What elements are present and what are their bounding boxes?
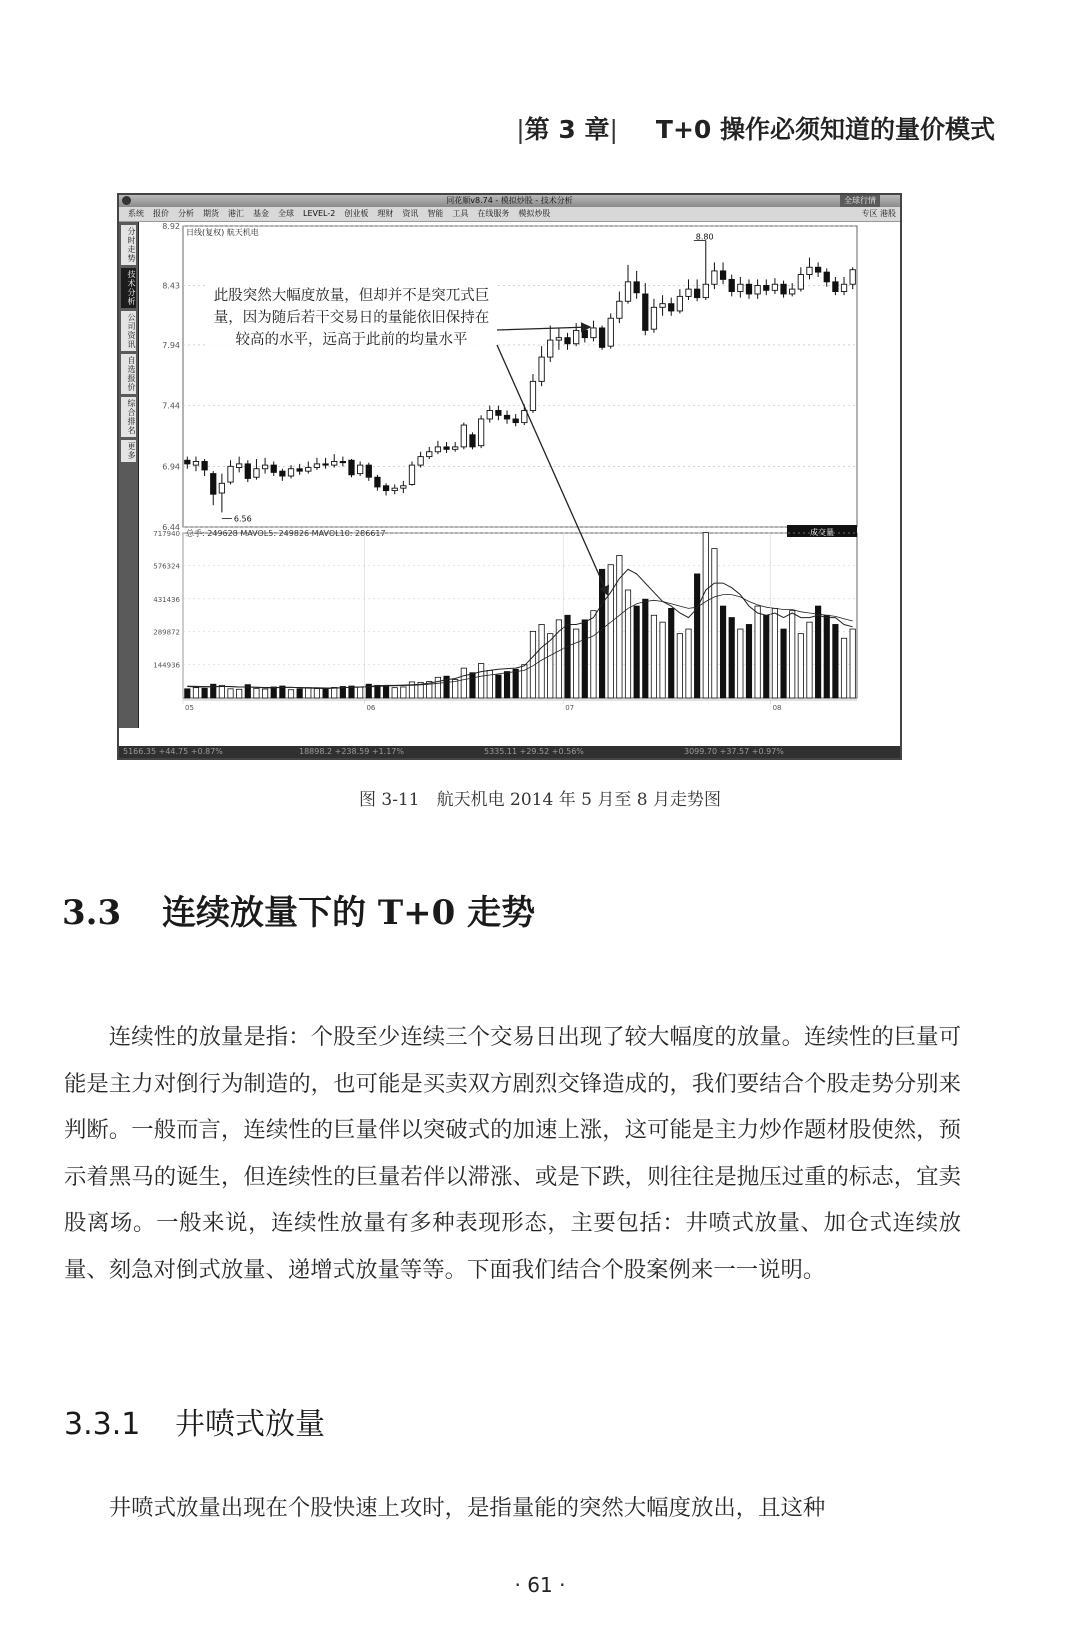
candle-up <box>772 284 777 290</box>
candle-down <box>720 271 725 279</box>
x-tick-label: 06 <box>366 704 376 712</box>
volume-bar-down <box>565 615 570 698</box>
stock-chart-figure <box>117 193 902 760</box>
page-number: · 61 · <box>514 1573 566 1597</box>
volume-bar-down <box>729 618 734 698</box>
candle-down <box>366 465 371 477</box>
price-tick-label: 6.44 <box>162 523 180 532</box>
candle-down <box>565 338 570 344</box>
volume-bar-up <box>461 668 466 698</box>
app-window-title: 同花顺v8.74 - 模拟炒股 - 技术分析 <box>446 196 573 205</box>
candle-down <box>375 477 380 487</box>
candle-up <box>738 284 743 291</box>
volume-bar-up <box>651 615 656 698</box>
menu-item[interactable]: 模拟炒股 <box>518 209 551 218</box>
status-index: 3099.70 +37.57 +0.97% <box>684 747 784 756</box>
candle-down <box>634 282 639 293</box>
volume-bar-up <box>262 689 267 698</box>
candle-up <box>591 328 596 338</box>
volume-bar-up <box>193 688 198 698</box>
menu-item[interactable]: 全球 <box>278 209 294 218</box>
running-header: |第 3 章| T+0 操作必须知道的量价模式 <box>516 115 995 144</box>
candle-up <box>401 486 406 488</box>
candle-down <box>496 410 501 415</box>
menu-right-items: 专区 港股 <box>861 209 896 218</box>
candle-up <box>392 488 397 490</box>
menu-item[interactable]: 智能 <box>427 209 444 218</box>
candle-up <box>660 304 665 308</box>
volume-bar-up <box>478 664 483 698</box>
candle-down <box>824 272 829 282</box>
volume-bar-down <box>582 620 587 698</box>
candle-up <box>686 289 691 296</box>
volume-bar-down <box>470 673 475 698</box>
subsection-heading <box>64 1399 325 1443</box>
price-tick-label: 7.94 <box>162 340 180 350</box>
x-tick-label: 08 <box>772 704 782 712</box>
candle-up <box>625 282 630 301</box>
volume-tick-label: 144936 <box>153 661 180 670</box>
volume-bar-up <box>401 687 406 698</box>
price-tick-label: 8.92 <box>162 222 180 231</box>
candle-down <box>729 279 734 291</box>
high-price-label: 8.80 <box>695 232 714 242</box>
candle-up <box>608 318 613 346</box>
volume-bar-down <box>694 574 699 698</box>
candle-down <box>202 461 207 469</box>
volume-bar-down <box>643 599 648 698</box>
volume-bar-up <box>841 638 846 698</box>
menu-item[interactable]: 理财 <box>377 209 394 218</box>
app-statusbar <box>119 746 900 758</box>
body-paragraph: 连续性的放量是指：个股至少连续三个交易日出现了较大幅度的放量。连续性的巨量可能是主力对倒行为制造的，也可能是买卖双方剧烈交锋造成的，我们要结合个股走势分别来判断。一般而言，连续性的巨量伴以突破式的加速上涨，这可能是主力炒作题材股使然，预示着黑马的诞生，但连续性的巨量若伴以滞涨、或是下跌，则往往是抛压过重的标志，宜卖股离场。一般来说，连续性放量有多种表现形态，主要包括：井喷式放量、加仓式连续放量、刻急对倒式放量、递增式放量等等。下面我们结合个股案例来一一说明。 <box>64 1024 961 1283</box>
chapter-label: 第 3 章 <box>524 115 610 144</box>
volume-bar-up <box>660 622 665 698</box>
volume-bar-up <box>703 533 708 698</box>
volume-bar-up <box>332 687 337 698</box>
volume-bar-up <box>573 629 578 698</box>
menu-item[interactable]: LEVEL-2 <box>303 209 336 218</box>
volume-bar-up <box>850 629 855 698</box>
volume-bar-up <box>686 629 691 698</box>
candle-down <box>694 289 699 297</box>
menu-item[interactable]: 创业板 <box>344 209 369 218</box>
volume-bar-down <box>185 689 190 698</box>
candle-up <box>478 419 483 446</box>
candle-down <box>280 471 285 476</box>
candle-up <box>487 410 492 418</box>
volume-bar-up <box>219 685 224 698</box>
menu-item[interactable]: 系统 <box>128 209 144 218</box>
candle-down <box>185 460 190 464</box>
candle-down <box>245 464 250 479</box>
volume-label: 成交量 <box>810 528 834 537</box>
x-tick-label: 05 <box>185 704 194 712</box>
body-paragraph-2: 井喷式放量出现在个股快速上攻时，是指量能的突然大幅度放出，且这种 <box>108 1495 826 1521</box>
volume-bar-up <box>236 689 241 698</box>
volume-bar-up <box>435 677 440 698</box>
volume-bar-up <box>772 608 777 698</box>
chapter-title: T+0 操作必须知道的量价模式 <box>655 115 995 144</box>
volume-bar-up <box>357 687 362 698</box>
candle-up <box>712 271 717 284</box>
volume-bar-up <box>677 634 682 698</box>
volume-bar-down <box>833 624 838 698</box>
chart-title: 日线(复权) 航天机电 <box>186 228 259 237</box>
sidebar-tab[interactable]: 综合排名 <box>121 397 136 437</box>
candle-down <box>323 464 328 465</box>
candle-up <box>219 483 224 493</box>
candle-down <box>599 328 604 347</box>
candle-up <box>228 466 233 482</box>
volume-bar-down <box>720 606 725 698</box>
volume-tick-label: 289872 <box>153 628 180 637</box>
candle-up <box>850 270 855 285</box>
volume-bar-up <box>790 611 795 698</box>
candle-up <box>573 330 578 343</box>
volume-bar-up <box>288 690 293 698</box>
candle-up <box>703 284 708 297</box>
volume-bar-down <box>669 608 674 698</box>
sidebar-tab[interactable]: 更多 <box>121 440 136 462</box>
subsection-title: 井喷式放量 <box>175 1407 325 1442</box>
volume-bar-up <box>738 629 743 698</box>
candle-up <box>193 461 198 465</box>
volume-title: 总手: 249628 MAVOL5: 249826 MAVOL10: 286617 <box>186 529 386 538</box>
chart-annotation: 此股突然大幅度放量，但却并不是突兀式巨量，因为随后若干交易日的量能依旧保持在较高的水平，远高于此前的均量水平 <box>208 285 495 351</box>
candle-up <box>453 447 458 449</box>
subsection-number: 3.3.1 <box>64 1407 141 1442</box>
candle-up <box>236 464 241 468</box>
volume-bar-up <box>453 680 458 698</box>
status-index: 18898.2 +238.59 +1.17% <box>299 747 404 756</box>
volume-bar-down <box>504 672 509 698</box>
candle-down <box>297 469 302 471</box>
volume-bar-down <box>513 669 518 698</box>
candle-down <box>349 460 354 475</box>
candle-up <box>530 381 535 410</box>
section-heading <box>62 885 535 934</box>
candle-up <box>556 338 561 340</box>
volume-bar-up <box>807 622 812 698</box>
menu-item[interactable]: 分析 <box>178 209 194 218</box>
volume-bar-up <box>712 549 717 698</box>
candle-up <box>409 465 414 484</box>
app-titlebar-right: 全球行情 <box>840 195 880 207</box>
app-sidebar <box>119 222 139 728</box>
volume-bar-up <box>314 689 319 698</box>
status-index: 5166.35 +44.75 +0.87% <box>123 747 223 756</box>
candle-down <box>470 435 475 447</box>
candle-up <box>651 307 656 329</box>
candle-down <box>513 419 518 423</box>
sidebar-tab[interactable]: 自选报价 <box>121 354 136 394</box>
volume-tick-label: 431436 <box>153 595 180 604</box>
app-logo-icon <box>122 196 131 205</box>
app-menubar <box>119 207 900 222</box>
volume-bar-down <box>323 688 328 698</box>
menu-item[interactable]: 工具 <box>452 209 469 218</box>
volume-bar-down <box>202 688 207 698</box>
volume-bar-down <box>383 687 388 698</box>
volume-bar-down <box>599 569 604 698</box>
menu-item[interactable]: 港汇 <box>228 209 244 218</box>
candle-up <box>254 469 259 477</box>
menu-item[interactable]: 期货 <box>203 209 219 218</box>
volume-bar-down <box>815 606 820 698</box>
volume-bar-up <box>306 688 311 698</box>
candle-up <box>790 289 795 294</box>
volume-bar-up <box>254 688 259 698</box>
volume-bar-down <box>297 689 302 698</box>
candle-down <box>781 284 786 294</box>
candle-down <box>815 267 820 272</box>
candle-up <box>314 464 319 468</box>
volume-bar-down <box>496 675 501 698</box>
candle-up <box>262 465 267 469</box>
volume-bar-down <box>271 687 276 698</box>
candle-up <box>677 296 682 311</box>
candle-up <box>539 357 544 381</box>
sidebar-tab[interactable]: 技术分析 <box>121 268 136 308</box>
candle-down <box>340 461 345 462</box>
sidebar-tab[interactable]: 公司资讯 <box>121 311 136 351</box>
volume-bar-down <box>781 629 786 698</box>
price-tick-label: 6.94 <box>162 462 180 472</box>
candle-down <box>444 447 449 449</box>
candle-up <box>418 457 423 465</box>
volume-bar-up <box>625 590 630 698</box>
menu-item[interactable]: 报价 <box>153 209 169 218</box>
volume-bar-up <box>591 611 596 698</box>
volume-bar-down <box>634 606 639 698</box>
candle-up <box>798 275 803 290</box>
candle-up <box>841 284 846 291</box>
volume-bar-up <box>228 689 233 698</box>
x-tick-label: 07 <box>565 704 575 712</box>
candle-up <box>617 301 622 318</box>
volume-bar-up <box>755 606 760 698</box>
candle-up <box>435 447 440 452</box>
candle-up <box>288 469 293 476</box>
candle-down <box>746 284 751 294</box>
low-price-label: 6.56 <box>233 514 252 524</box>
volume-bar-up <box>798 634 803 698</box>
candle-down <box>643 294 648 330</box>
candle-down <box>833 282 838 292</box>
menu-item[interactable]: 资讯 <box>402 209 419 218</box>
candle-down <box>383 486 388 491</box>
candle-up <box>755 285 760 293</box>
candle-down <box>669 304 674 311</box>
candle-up <box>548 340 553 357</box>
volume-bar-down <box>764 615 769 698</box>
section-number: 3.3 <box>62 893 122 933</box>
price-tick-label: 8.43 <box>162 281 180 291</box>
candle-down <box>582 330 587 337</box>
candle-up <box>461 425 466 447</box>
price-tick-label: 7.44 <box>162 401 180 411</box>
volume-bar-down <box>824 615 829 698</box>
candle-up <box>807 267 812 274</box>
volume-bar-up <box>548 634 553 698</box>
figure-caption: 图 3-11 航天机电 2014 年 5 月至 8 月走势图 <box>359 790 721 810</box>
volume-tick-label: 717940 <box>153 530 180 538</box>
volume-bar-down <box>375 685 380 698</box>
sidebar-tab[interactable]: 分时走势 <box>121 225 136 265</box>
volume-bar-down <box>746 624 751 698</box>
candle-down <box>211 474 216 495</box>
menu-item[interactable]: 在线服务 <box>477 209 510 218</box>
candle-down <box>504 415 509 419</box>
candle-up <box>306 468 311 472</box>
volume-bar-up <box>392 688 397 698</box>
candle-up <box>332 461 337 465</box>
status-index: 5335.11 +29.52 +0.56% <box>484 747 584 756</box>
candle-down <box>271 465 276 472</box>
section-title: 连续放量下的 T+0 走势 <box>162 893 536 933</box>
volume-bar-up <box>608 565 613 698</box>
volume-tick-label: 576324 <box>153 562 180 571</box>
candle-up <box>357 465 362 473</box>
app-titlebar <box>119 195 900 207</box>
candle-up <box>427 452 432 457</box>
menu-item[interactable]: 基金 <box>253 209 269 218</box>
candle-down <box>764 285 769 290</box>
candle-up <box>522 410 527 422</box>
